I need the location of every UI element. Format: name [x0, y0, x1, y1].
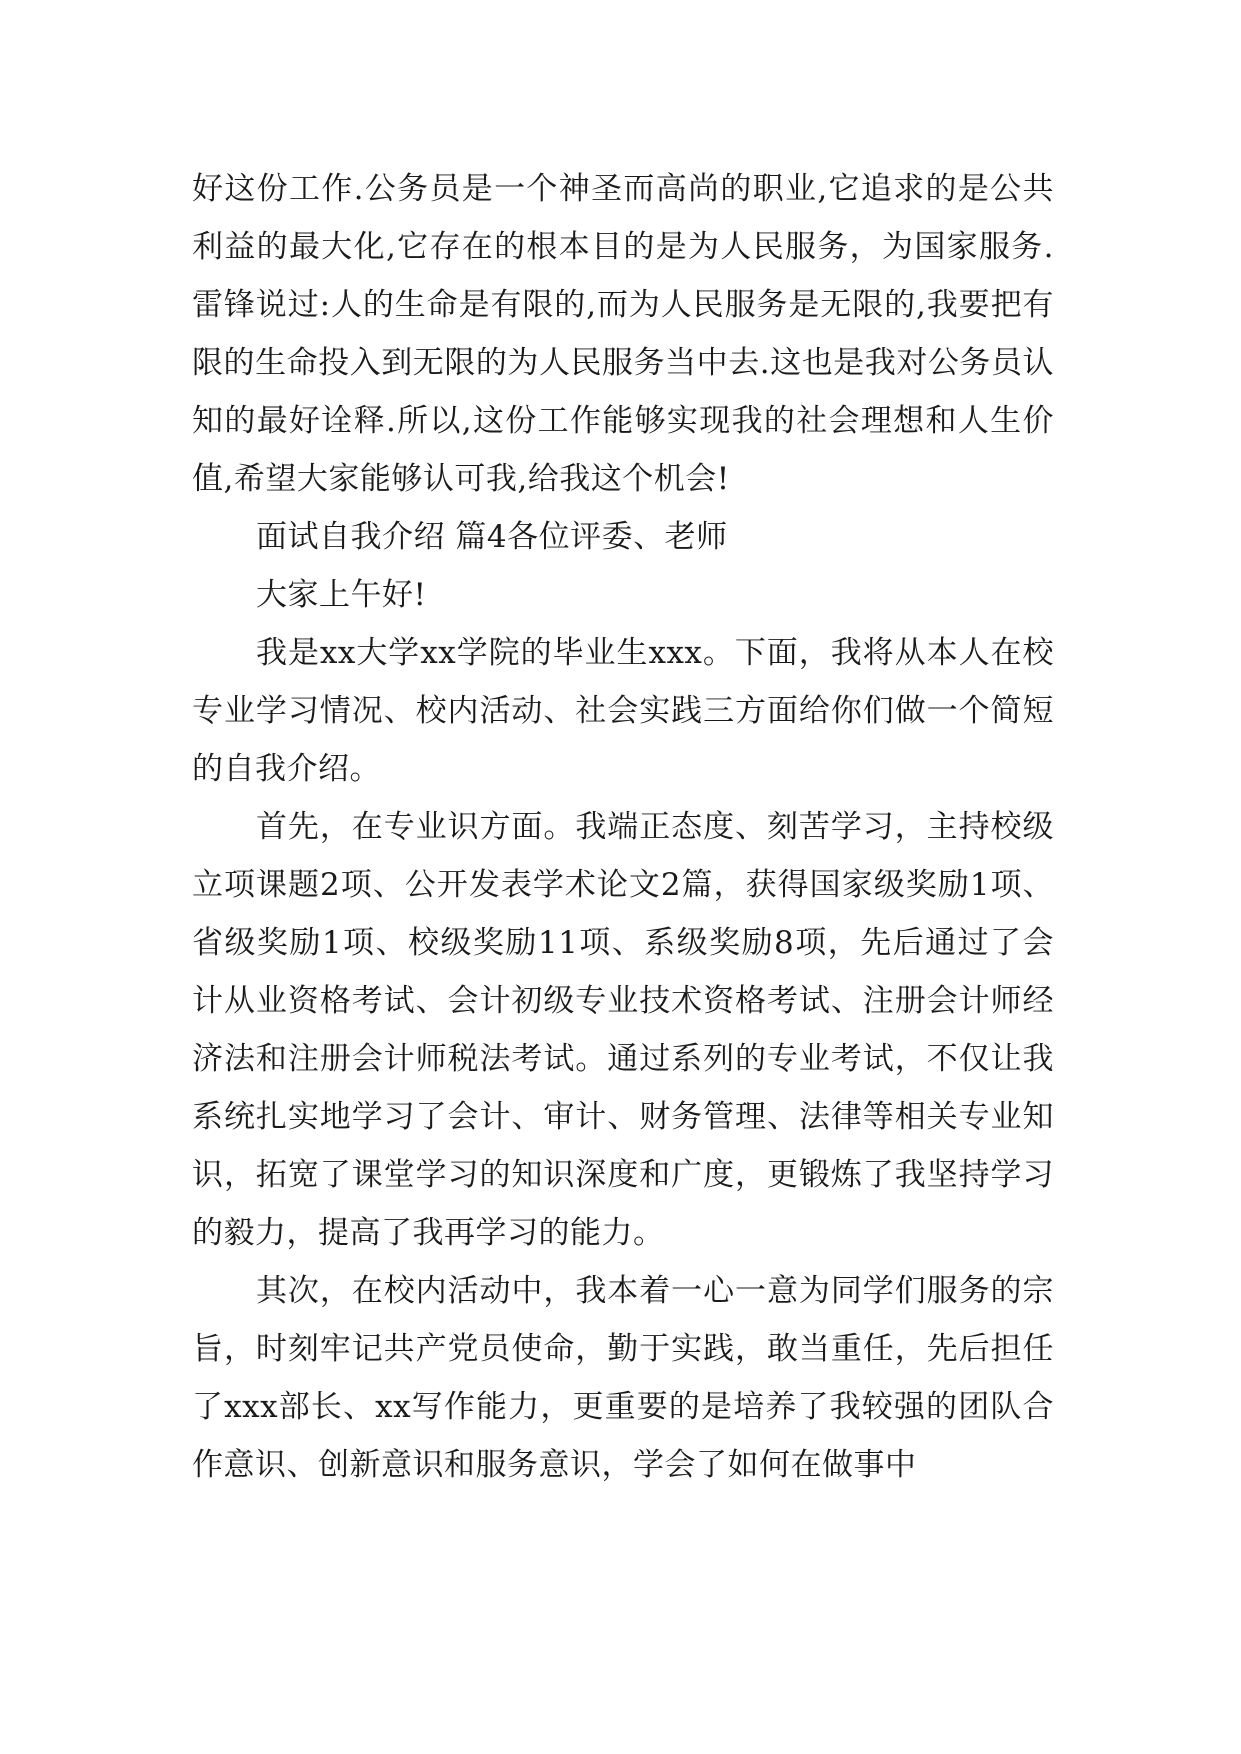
paragraph-heading-intro-4: 面试自我介绍 篇4各位评委、老师: [256, 519, 728, 555]
paragraph-greeting: 大家上午好!: [256, 577, 427, 613]
paragraph-self-intro: 我是xx大学xx学院的毕业生xxx。下面，我将从本人在校专业学习情况、校内活动、社会实践三方面给你们做一个简短的自我介绍。: [192, 635, 1054, 787]
document-body: [192, 160, 1054, 1494]
paragraph-continuation: 好这份工作.公务员是一个神圣而高尚的职业,它追求的是公共利益的最大化,它存在的根本目的是为人民服务，为国家服务.雷锋说过:人的生命是有限的,而为人民服务是无限的,我要把有限的生命投入到无限的为人民服务当中去.这也是我对公务员认知的最好诠释.所以,这份工作能够实现我的社会理想和人生价值,希望大家能够认可我,给我这个机会!: [192, 171, 1054, 497]
paragraph-campus-activities: 其次，在校内活动中，我本着一心一意为同学们服务的宗旨，时刻牢记共产党员使命，勤于实践，敢当重任，先后担任了xxx部长、xx写作能力，更重要的是培养了我较强的团队合作意识、创新意识和服务意识，学会了如何在做事中: [192, 1273, 1054, 1483]
paragraph-professional-study: 首先，在专业识方面。我端正态度、刻苦学习，主持校级立项课题2项、公开发表学术论文2篇，获得国家级奖励1项、省级奖励1项、校级奖励11项、系级奖励8项，先后通过了会计从业资格考试、会计初级专业技术资格考试、注册会计师经济法和注册会计师税法考试。通过系列的专业考试，不仅让我系统扎实地学习了会计、审计、财务管理、法律等相关专业知识，拓宽了课堂学习的知识深度和广度，更锻炼了我坚持学习的毅力，提高了我再学习的能力。: [192, 809, 1054, 1251]
